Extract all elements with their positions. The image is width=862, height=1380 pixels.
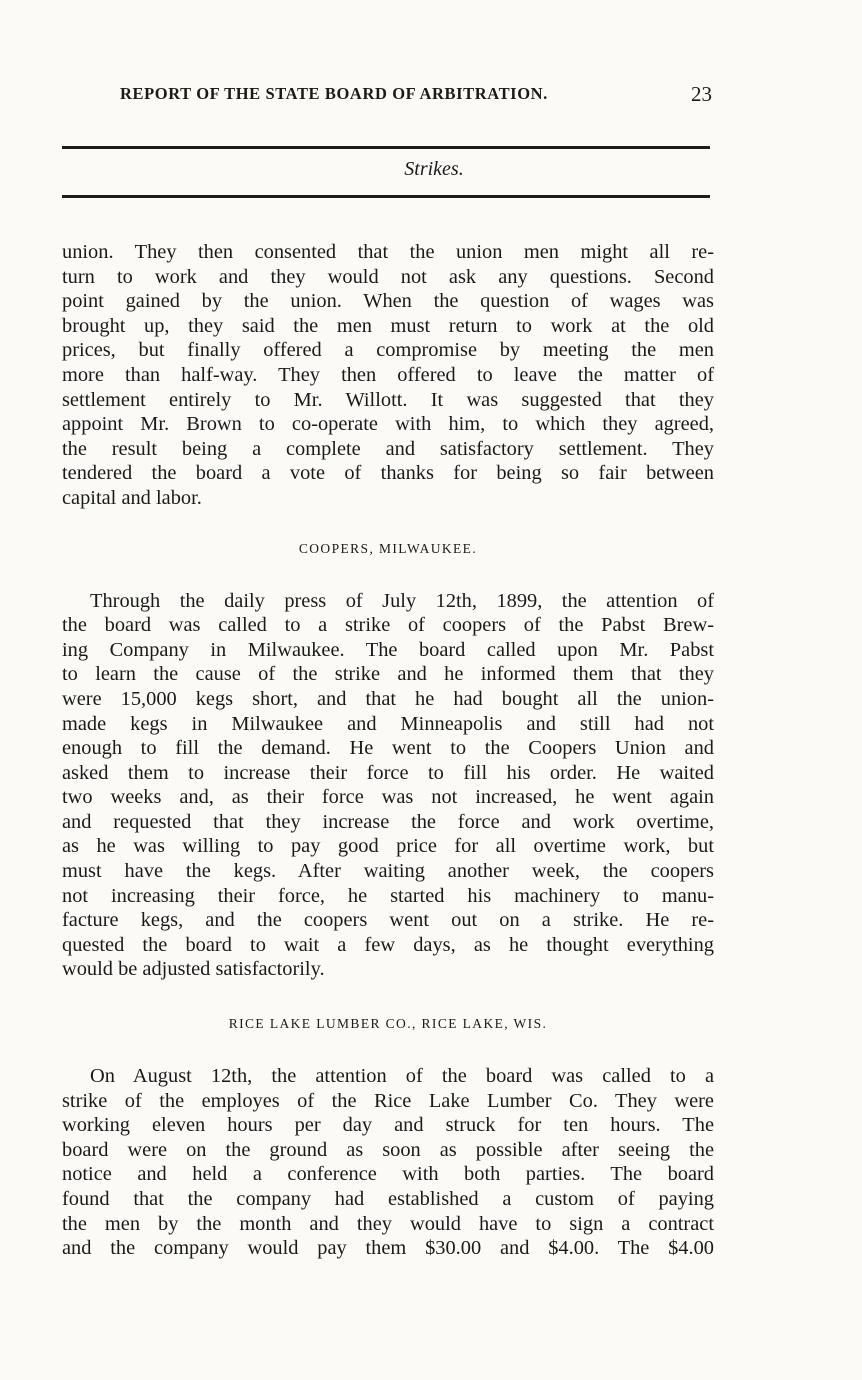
text-line: notice and held a conference with both parties. The board xyxy=(62,1163,714,1186)
text-line: were 15,000 kegs short, and that he had bought all the union- xyxy=(62,687,714,710)
paragraph-union xyxy=(62,240,714,511)
subhead-coopers-milwaukee: COOPERS, MILWAUKEE. xyxy=(298,540,478,556)
text-line: Through the daily press of July 12th, 1899, the attention of xyxy=(90,589,714,612)
header-rule-bottom xyxy=(62,195,710,198)
text-line: settlement entirely to Mr. Willott. It was suggested that they xyxy=(62,388,714,411)
text-line: strike of the employes of the Rice Lake Lumber Co. They were xyxy=(62,1089,714,1112)
text-line: facture kegs, and the coopers went out on a strike. He re- xyxy=(62,909,714,932)
text-line: the board was called to a strike of coopers of the Pabst Brew- xyxy=(62,614,714,637)
text-line: found that the company had established a custom of paying xyxy=(62,1188,714,1210)
text-line: appoint Mr. Brown to co-operate with him, to which they agreed, xyxy=(62,413,714,436)
text-line: tendered the board a vote of thanks for being so fair between xyxy=(62,462,714,485)
text-line: would be adjusted satisfactorily. xyxy=(62,958,325,981)
text-line: enough to fill the demand. He went to the Coopers Union and xyxy=(62,737,714,760)
text-line: turn to work and they would not ask any questions. Second xyxy=(62,265,714,288)
text-line: as he was willing to pay good price for all overtime work, but xyxy=(62,835,714,858)
paragraph-coopers xyxy=(62,589,714,983)
text-line: prices, but finally offered a compromise by meeting the men xyxy=(62,339,714,362)
text-line: brought up, they said the men must return to work at the old xyxy=(62,314,714,337)
text-line: more than half-way. They then offered to leave the matter of xyxy=(62,363,714,386)
text-line: and requested that they increase the force and work overtime, xyxy=(62,810,714,833)
text-line: not increasing their force, he started his machinery to manu- xyxy=(62,884,714,907)
text-line: board were on the ground as soon as possible after seeing the xyxy=(62,1138,714,1161)
running-title: REPORT OF THE STATE BOARD OF ARBITRATION. xyxy=(120,84,548,103)
section-title: Strikes. xyxy=(404,158,464,180)
text-line: capital and labor. xyxy=(62,486,202,509)
text-line: the result being a complete and satisfactory settlement. They xyxy=(62,437,714,460)
text-line: the men by the month and they would have to sign a contract xyxy=(62,1212,714,1235)
text-line: On August 12th, the attention of the board was called to a xyxy=(90,1065,714,1088)
subhead-rice-lake-lumber: RICE LAKE LUMBER CO., RICE LAKE, WIS. xyxy=(228,1016,548,1032)
header-rule-top xyxy=(62,146,710,149)
running-head xyxy=(62,84,712,112)
text-line: made kegs in Milwaukee and Minneapolis and still had not xyxy=(62,712,714,735)
text-line: quested the board to wait a few days, as he thought everything xyxy=(62,933,714,956)
body-text xyxy=(62,240,714,1261)
text-line: two weeks and, as their force was not increased, he went again xyxy=(62,786,714,809)
text-line: ing Company in Milwaukee. The board called upon Mr. Pabst xyxy=(62,638,714,661)
page-number: 23 xyxy=(691,82,712,106)
text-line: must have the kegs. After waiting another week, the coopers xyxy=(62,860,714,883)
text-line: working eleven hours per day and struck for ten hours. The xyxy=(62,1114,714,1137)
paragraph-rice-lake xyxy=(62,1064,714,1261)
text-line: and the company would pay them $30.00 and $4.00. The $4.00 xyxy=(62,1237,714,1260)
text-line: to learn the cause of the strike and he informed them that they xyxy=(62,663,714,686)
text-line: union. They then consented that the union men might all re- xyxy=(62,241,714,263)
text-line: asked them to increase their force to fill his order. He waited xyxy=(62,761,714,784)
text-line: point gained by the union. When the question of wages was xyxy=(62,290,714,313)
